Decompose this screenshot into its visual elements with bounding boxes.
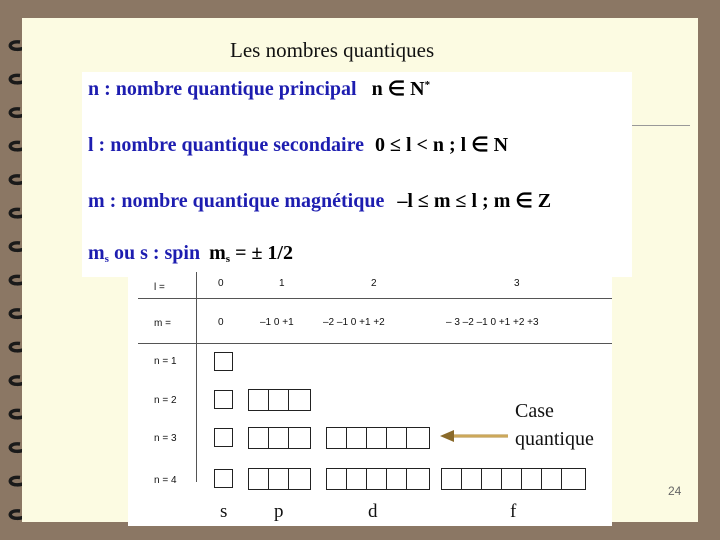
- row-n4-label: n = 4: [154, 475, 177, 486]
- m-values-d: –2 –1 0 +1 +2: [323, 317, 385, 328]
- table-hline: [138, 343, 612, 344]
- principal-star: *: [424, 79, 431, 91]
- row-m-label: m =: [154, 318, 171, 329]
- quantum-numbers-panel: [82, 72, 632, 277]
- quantum-box-2s: [214, 390, 233, 409]
- quantum-boxes-3d: [326, 427, 430, 449]
- secondary-label: l : nombre quantique secondaire: [88, 134, 364, 156]
- magnetic-line: [88, 188, 551, 213]
- row-l-label: l =: [154, 282, 165, 293]
- quantum-box-1s: [214, 352, 233, 371]
- orbital-label-p: p: [274, 501, 284, 522]
- principal-rule: n ∈ N: [371, 78, 425, 100]
- l-value-s: 0: [218, 278, 224, 289]
- table-vline: [196, 272, 197, 482]
- principal-label: n : nombre quantique principal: [88, 78, 357, 100]
- spin-rule-sub: s: [225, 253, 231, 265]
- row-n1-label: n = 1: [154, 356, 177, 367]
- m-values-f: – 3 –2 –1 0 +1 +2 +3: [446, 317, 539, 328]
- annotation-line-2: quantique: [515, 428, 594, 450]
- spin-m-sub: s: [104, 253, 109, 265]
- table-hline: [138, 298, 612, 299]
- quantum-box-4s: [214, 469, 233, 488]
- pointer-arrow-icon: [440, 430, 510, 442]
- orbital-label-d: d: [368, 501, 378, 522]
- page-number: 24: [668, 484, 682, 498]
- case-quantique-annotation: [515, 397, 594, 453]
- quantum-boxes-4p: [248, 468, 311, 490]
- spin-rule: = ± 1/2: [230, 242, 293, 264]
- row-n2-label: n = 2: [154, 395, 177, 406]
- orbital-label-f: f: [510, 501, 517, 522]
- l-value-f: 3: [514, 278, 520, 289]
- annotation-line-1: Case: [515, 400, 554, 422]
- magnetic-rule: –l ≤ m ≤ l ; m ∈ Z: [397, 190, 552, 212]
- quantum-boxes-2p: [248, 389, 311, 411]
- l-value-p: 1: [279, 278, 285, 289]
- quantum-box-3s: [214, 428, 233, 447]
- slide-title: Les nombres quantiques: [230, 38, 435, 62]
- quantum-boxes-4d: [326, 468, 430, 490]
- l-value-d: 2: [371, 278, 377, 289]
- spin-label: ou s : spin: [108, 242, 201, 264]
- m-values-s: 0: [218, 317, 224, 328]
- principal-line: [88, 76, 430, 101]
- m-values-p: –1 0 +1: [260, 317, 294, 328]
- quantum-boxes-3p: [248, 427, 311, 449]
- spin-m: m: [88, 242, 105, 264]
- secondary-rule: 0 ≤ l < n ; l ∈ N: [374, 134, 509, 156]
- row-n3-label: n = 3: [154, 433, 177, 444]
- spin-rule-m: m: [209, 242, 226, 264]
- magnetic-label: m : nombre quantique magnétique: [88, 190, 385, 212]
- spin-line: [88, 242, 293, 265]
- spin-label-wrap: [88, 242, 200, 264]
- quantum-boxes-4f: [441, 468, 586, 490]
- orbital-label-s: s: [220, 501, 228, 522]
- spin-rule-wrap: [209, 242, 293, 264]
- secondary-line: [88, 132, 508, 157]
